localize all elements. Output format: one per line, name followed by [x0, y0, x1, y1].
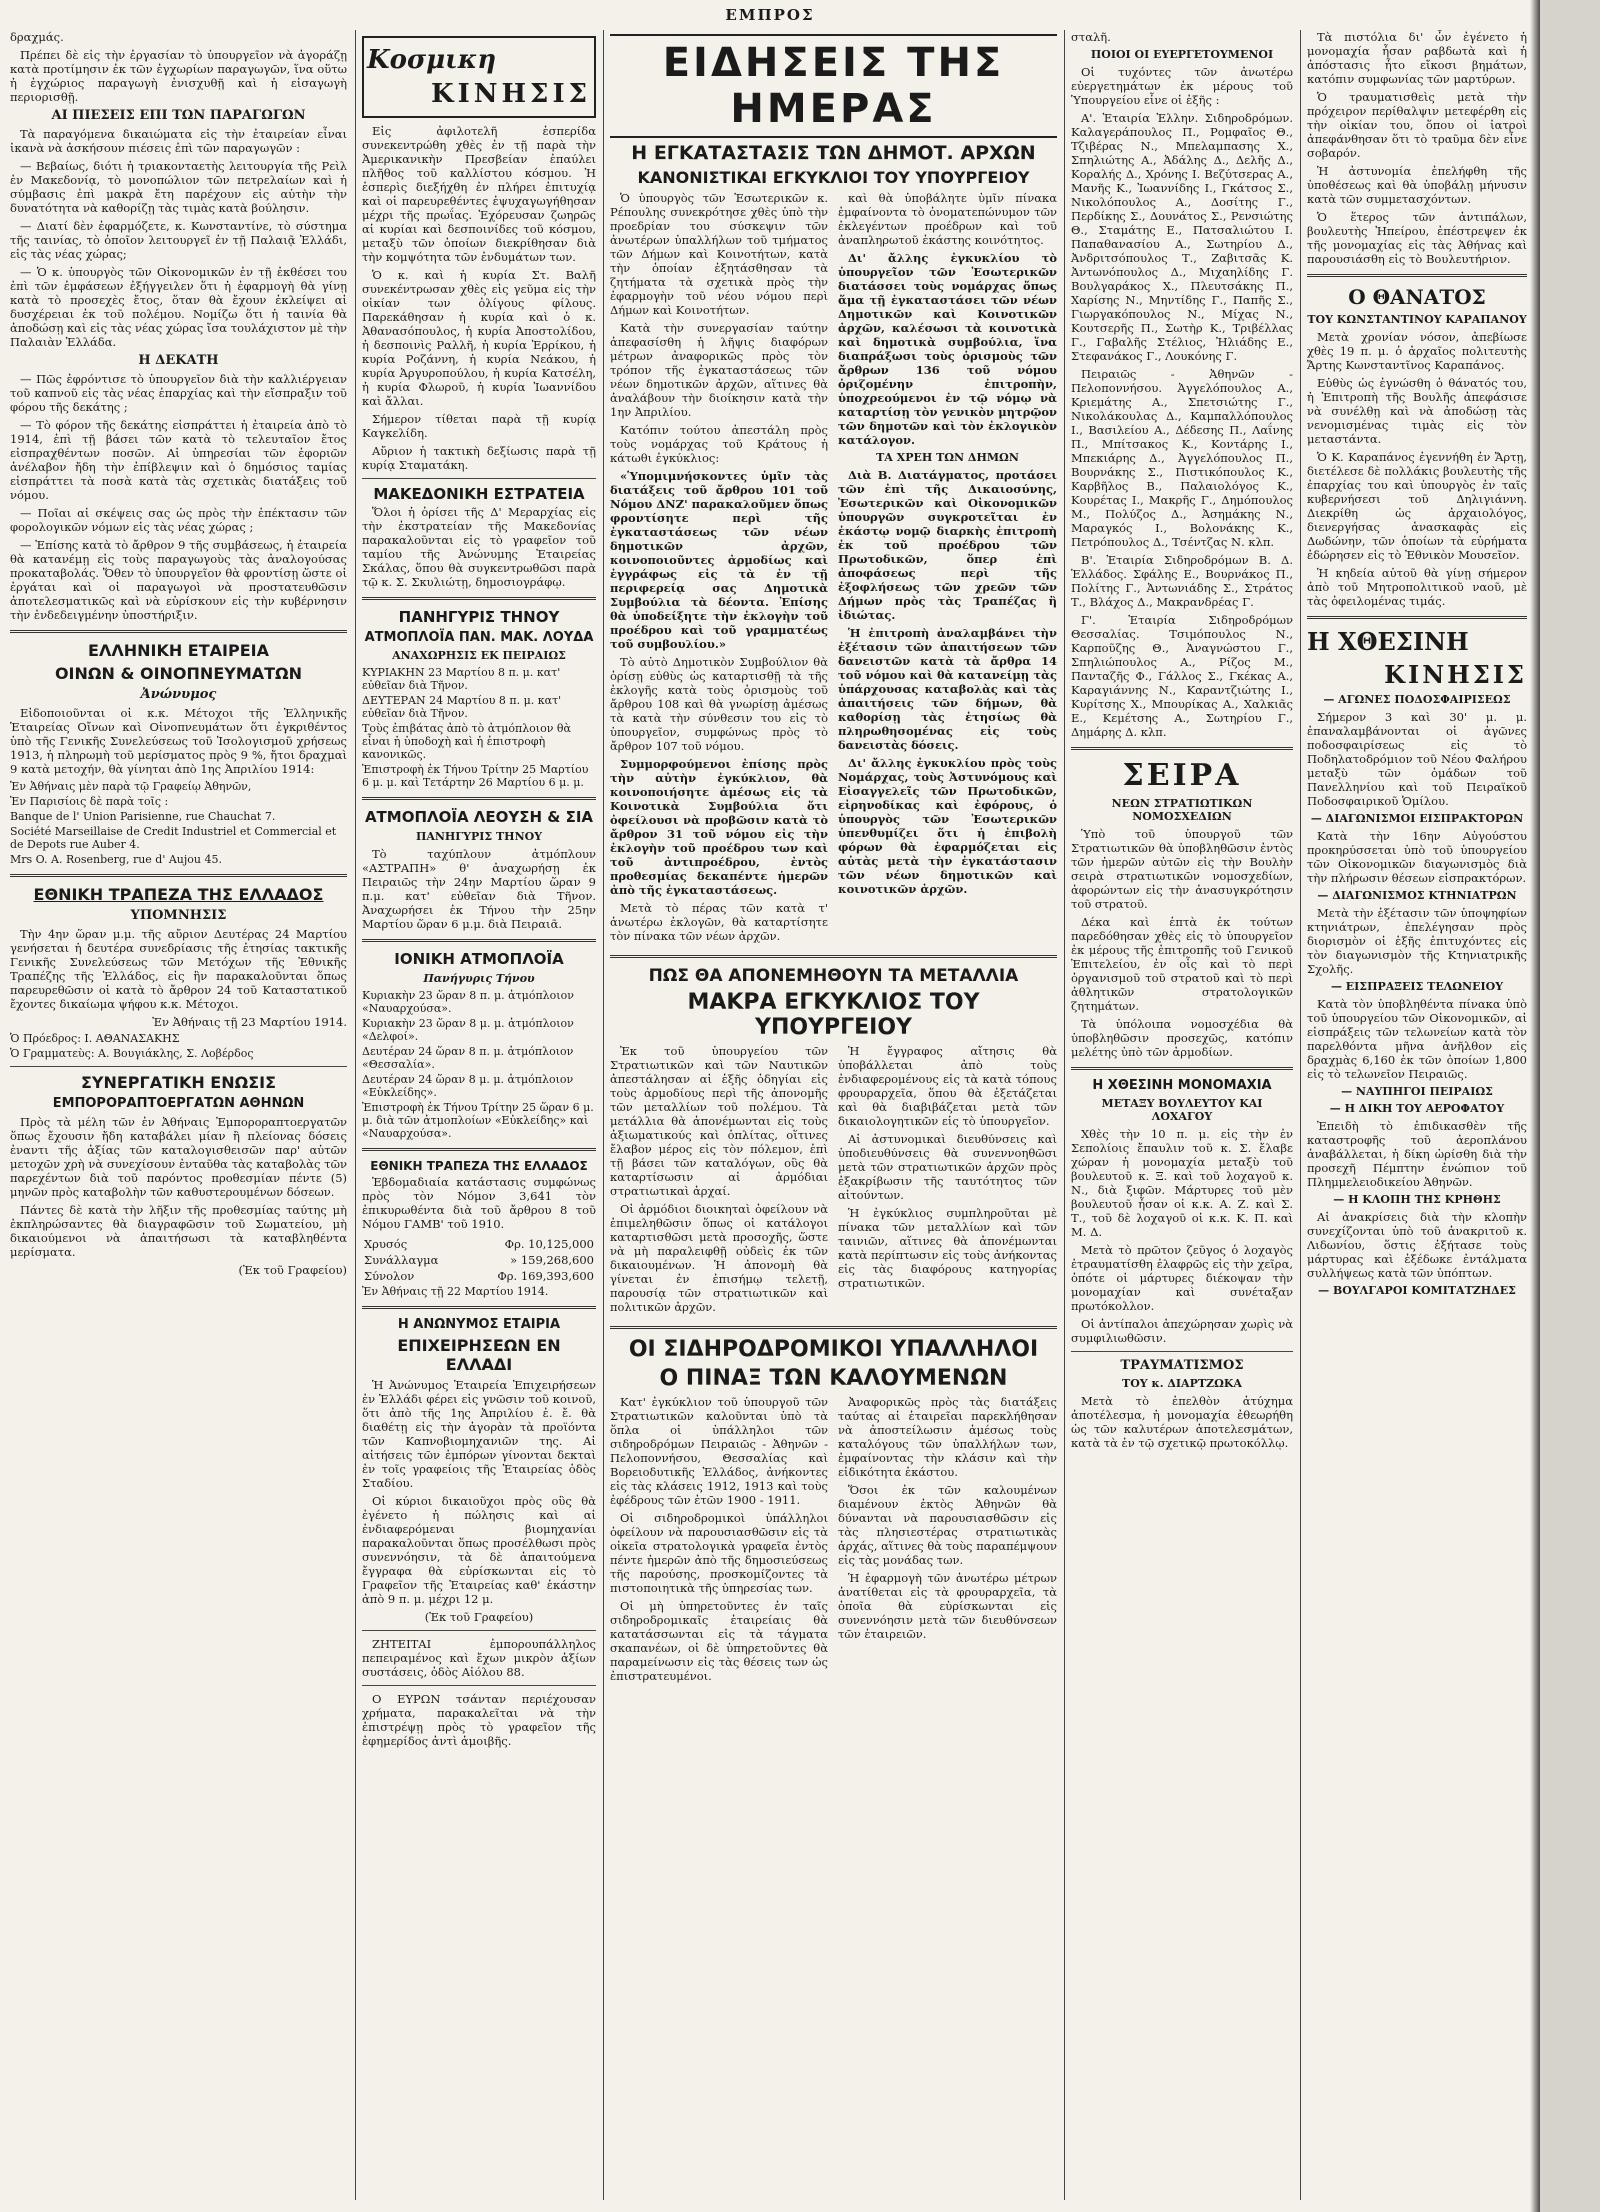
schedule-line: Κυριακὴν 23 ὥραν 8 μ. μ. ἀτμόπλοιον «Δελφοί». [362, 1017, 574, 1043]
signature: Ὁ Πρόεδρος: Ι. ΑΘΑΝΑΣΑΚΗΣ [10, 1032, 180, 1045]
paragraph: Οἱ σιδηροδρομικοὶ ὑπάλληλοι ὀφείλουν νὰ παρουσιασθῶσιν εἰς τὰ οἰκεῖα στρατολογικὰ γραφεῖα ἐντὸς πέντε ἡμερῶν ἀπὸ τῆς δημοσιεύσεως τῆς παρούσης, προσκομίζοντες τὰ πιστοποιητικὰ τῆς ὑπηρεσίας των. [610, 1511, 828, 1595]
ad-heading: ΕΛΛΗΝΙΚΗ ΕΤΑΙΡΕΙΑ [88, 641, 269, 660]
news-heading: — ΒΟΥΛΓΑΡΟΙ ΚΟΜΙΤΑΤΖΗΔΕΣ [1318, 1284, 1516, 1297]
paragraph: Μετὰ χρονίαν νόσον, ἀπεβίωσε χθὲς 19 π. μ. ὁ ἀρχαῖος πολιτευτὴς Ἄρτης Κωνσταντῖνος Καραπάνος. [1307, 330, 1527, 372]
table-cell: Χρυσός [364, 1237, 408, 1251]
ad-subheading: Ἀνώνυμος [140, 687, 217, 702]
section-heading: ΑΙ ΠΙΕΣΕΙΣ ΕΠΙ ΤΩΝ ΠΑΡΑΓΩΓΩΝ [51, 108, 306, 123]
paragraph: Πρὸς τὰ μέλη τῶν ἐν Ἀθήναις Ἐμποροραπτοεργατῶν ὅπως ἔχουσιν ἤδη καταβάλει μίαν ἢ πλείονας δόσεις ἐναντι τῆς ἀξίας τῶν καταλογισθεισῶν παρ' αὐτῶν μετοχῶν χρὴ νὰ συνεχίσουν ἐνταῦθα τὰς καταβολὰς τῶν παρεχέντων διὰ τοῦ παρόντος προθεσμίαν πέντε (5) μηνῶν πρὸς καταβολὴν τῶν καθυστερουμένων δόσεων. [10, 1115, 347, 1199]
paragraph: Ἀναφορικῶς πρὸς τὰς διατάξεις ταύτας αἱ ἑταιρεῖαι παρεκλήθησαν νὰ ἀποστείλωσιν ἀμέσως τοὺς καταλόγους τῶν ὑπαλλήλων των, ἐμφαίνοντας τὴν κλάσιν καὶ τὴν εἰδικότητα ἑκάστου. [838, 1395, 1057, 1479]
paragraph: Εἰδοποιοῦνται οἱ κ.κ. Μέτοχοι τῆς Ἑλληνικῆς Ἑταιρείας Οἴνων καὶ Οἰνοπνευμάτων ὅτι ἐγκριθέντος ὑπὸ τῆς Γενικῆς Συνελεύσεως τοῦ Ἰσολογισμοῦ χρήσεως 1913, ἡ πληρωμὴ τοῦ μερίσματος πρὸς 9 %, ἤτοι δραχμαὶ 9 κατὰ μετοχήν, θὰ γίνηται ἀπὸ 1ης Ἀπριλίου 1914: [10, 706, 347, 776]
ad-subheading: ΑΤΜΟΠΛΟΪΑ ΠΑΝ. ΜΑΚ. ΛΟΥΔΑ [364, 630, 594, 645]
divider [610, 1326, 1057, 1329]
paragraph: Τὰ ὑπόλοιπα νομοσχέδια θὰ ὑποβληθῶσιν προσεχῶς, κατόπιν μελέτης ὑπὸ τῶν ἀρμοδίων. [1071, 1017, 1293, 1059]
section-heading: ΤΡΑΥΜΑΤΙΣΜΟΣ [1120, 1358, 1244, 1373]
paragraph: Β'. Ἑταιρία Σιδηροδρόμων Β. Δ. Ἑλλάδος. Σφάλης Ε., Βουρνάκος Π., Πολίτης Γ., Ἀντωνιάδης Σ., Στράτος Τ., Βλάχος Δ., Μακρανδρέας Γ. [1071, 553, 1293, 609]
classified-ad: ΖΗΤΕΙΤΑΙ ἐμπορουπάλληλος πεπειραμένος καὶ ἔχων μικρὸν ἀξίων συστάσεις, ὁδὸς Αἰόλου 88. [362, 1637, 596, 1679]
paragraph: — Διατί δὲν ἐφαρμόζετε, κ. Κωνσταντίνε, τὸ σύστημα τῆς ταινίας, τὸ ὁποῖον λειτουργεῖ ἐν τῇ Παλαιᾷ Ἑλλάδι, εἰς τὰς νέας χώρας; [10, 219, 347, 261]
ad-heading: ΕΘΝΙΚΗ ΤΡΑΠΕΖΑ ΤΗΣ ΕΛΛΑΔΟΣ [33, 885, 324, 904]
paragraph: καὶ θὰ ὑποβάλητε ὑμῖν πίνακα ἐμφαίνοντα τὸ ὀνοματεπώνυμον τῶν ἐκλεγέντων προέδρων καὶ τοῦ ἀναπληρωτοῦ ἑκάστης κοινότητος. [838, 191, 1057, 247]
paragraph: Ὁ Κ. Καραπάνος ἐγεννήθη ἐν Ἄρτῃ, διετέλεσε δὲ πολλάκις βουλευτὴς τῆς ἐπαρχίας του καὶ ὑπουργὸς ἐν ταῖς κυβερνήσεσι τοῦ Δηλιγιάννη. Διεκρίθη ὡς ἀρχαιολόγος, διενεργήσας ἀνασκαφὰς εἰς Δωδώνην, τῶν ὁποίων τὰ εὑρήματα ἐδώρησεν εἰς τὸ Ἐθνικὸν Μουσεῖον. [1307, 450, 1527, 562]
column-title-box [362, 36, 596, 118]
masthead: ΕΜΠΡΟΣ [725, 6, 815, 24]
column-5 [1307, 30, 1527, 2200]
paragraph: Ὁ ἕτερος τῶν ἀντιπάλων, βουλευτὴς Ἠπείρου, ἐπέστρεψεν ἐκ τῆς μονομαχίας εἰς τὰς Ἀθήνας καὶ παρουσιάσθη εἰς τὸ Βουλευτήριον. [1307, 210, 1527, 266]
paragraph: δραχμάς. [10, 30, 64, 44]
paragraph: Ὁ τραυματισθεὶς μετὰ τὴν πρόχειρον περίθαλψιν μετεφέρθη εἰς τὴν οἰκίαν του, ὅπου οἱ ἰατροὶ ἀπεφάνθησαν ὅτι τὸ τραῦμα δὲν εἶνε σοβαρόν. [1307, 90, 1527, 160]
divider [10, 630, 347, 633]
article-col-left [610, 191, 828, 947]
news-heading: — ΕΙΣΠΡΑΞΕΙΣ ΤΕΛΩΝΕΙΟΥ [1330, 980, 1504, 993]
ad-heading: ΙΟΝΙΚΗ ΑΤΜΟΠΛΟΪΑ [394, 950, 564, 968]
divider [362, 1685, 596, 1686]
table-row [364, 1237, 594, 1251]
column-rule [603, 30, 604, 2200]
paragraph: Ὅσοι ἐκ τῶν καλουμένων διαμένουν ἐκτὸς Ἀθηνῶν θὰ δύνανται νὰ παρουσιασθῶσιν εἰς τὰς πλησιεστέρας στρατιωτικὰς ἀρχάς, αἵτινες θὰ τοὺς παραπέμψουν εἰς τὰς μονάδας των. [838, 1483, 1057, 1567]
article-col-right [838, 1044, 1057, 1318]
paragraph: Πειραιῶς - Ἀθηνῶν - Πελοποννήσου. Ἀγγελόπουλος Α., Κριεμάτης Α., Σπετσιώτης Γ., Νικολάκουλας Δ., Καμπαλλόπουλος Ι., Βασιλείου Α., Δέδεσης Π., Λαΐνης Π., Μπίτσακος Κ., Κοντάρης Ι., Μπεκιάρης Δ., Ἀγγελόπουλος Π., Βουρνάκης Σ., Πιστικόπουλος Κ., Καρβῆλος Β., Παλαιολόγος Κ., Κουρέτας Ι., Μακρῆς Γ., Δημόπουλος Μ., Πολύζος Δ., Ἀσημάκης Ν., Μαραγκός Ι., Βολονάκης Κ., Πετρόπουλος Δ., Τσέντζας Ν. κλπ. [1071, 367, 1293, 549]
schedule-line: Κυριακὴν 23 ὥραν 8 π. μ. ἀτμόπλοιον «Ναυαρχούσα». [362, 989, 574, 1015]
news-heading: — Η ΔΙΚΗ ΤΟΥ ΑΕΡΟΦΑΤΟΥ [1329, 1102, 1505, 1115]
headline: Η ΧΘΕΣΙΝΗ ΜΟΝΟΜΑΧΙΑ [1092, 1078, 1272, 1093]
paragraph: Συμμορφούμενοι ἐπίσης πρὸς τὴν αὐτὴν ἐγκύκλιον, θὰ κοινοποιήσητε ἀμέσως εἰς τὰ Κοινοτικὰ Συμβούλια ὅτι ὀφείλουσι νὰ προβῶσιν κατὰ τὸ ἄρθρον 31 τοῦ νόμου εἰς τὴν ἐκλογὴν τοῦ προέδρου των καὶ τοῦ ἀντιπροέδρου, ἐντὸς προθεσμίας δεκαπέντε ἡμερῶν ἀπὸ τῆς ἐγκαταστάσεως. [610, 757, 828, 897]
section-heading: ΤΑ ΧΡΕΗ ΤΩΝ ΔΗΜΩΝ [876, 451, 1019, 464]
paragraph: Κατὰ τὸν ὑποβληθέντα πίνακα ὑπὸ τοῦ ὑπουργείου τῶν Οἰκονομικῶν, αἱ εἰσπράξεις τῶν τελωνείων κατὰ τὸν παρελθόντα μῆνα ἀνῆλθον εἰς δραχμὰς 6,160 ἐκ τῶν ὁποίων 1,800 εἰς τὸ τελωνεῖον Πειραιῶς. [1307, 997, 1527, 1081]
ad-heading: ΟΙΝΩΝ & ΟΙΝΟΠΝΕΥΜΑΤΩΝ [54, 664, 303, 683]
divider [10, 874, 347, 877]
paragraph: Ὁ ὑπουργὸς τῶν Ἐσωτερικῶν κ. Ρέπουλης συνεκρότησε χθὲς ὑπὸ τὴν προεδρίαν του σύσκεψιν τῶν ἀνωτέρων ὑπαλλήλων τοῦ τμήματος τῶν Δήμων καὶ Κοινοτήτων, κατὰ τὴν ὁποίαν ἐξητάσθησαν τὰ ζητήματα τὰ σχετικὰ πρὸς τὴν ἐφαρμογὴν τοῦ νέου νόμου περὶ Δήμων καὶ Κοινοτήτων. [610, 191, 828, 317]
signature: Ὁ Γραμματεὺς: Α. Βουγιάκλης, Σ. Λοβέρδος [10, 1047, 254, 1060]
paragraph: Ὑπὸ τοῦ ὑπουργοῦ τῶν Στρατιωτικῶν θὰ ὑποβληθῶσιν ἐντὸς τῶν ἡμερῶν αὐτῶν εἰς τὴν Βουλὴν σειρὰ στρατιωτικῶν νομοσχεδίων, ἀφορώντων εἰς τὴν ἀνασυγκρότησιν τοῦ στρατοῦ. [1071, 827, 1293, 911]
ad-heading: ΕΘΝΙΚΗ ΤΡΑΠΕΖΑ ΤΗΣ ΕΛΛΑΔΟΣ [370, 1159, 588, 1173]
section-subheading: ΤΟΥ κ. ΔΙΑΡΤΖΩΚΑ [1122, 1377, 1242, 1390]
divider [362, 597, 596, 600]
paragraph: Ἡ ἔγγραφος αἴτησις θὰ ὑποβάλλεται ἀπὸ τοὺς ἐνδιαφερομένους εἰς τὰ κατὰ τόπους φρουραρχεῖα, ὅπου θὰ ἐξετάζεται καὶ θὰ διαβιβάζεται μετὰ τῶν δικαιολογητικῶν εἰς τὸ ὑπουργεῖον. [838, 1044, 1057, 1128]
scan-margin [1540, 0, 1600, 2212]
divider [362, 1148, 596, 1151]
headline: ΣΕΙΡΑ [1122, 758, 1242, 793]
divider [362, 1630, 596, 1631]
news-heading: — ΔΙΑΓΩΝΙΣΜΟΙ ΕΙΣΠΡΑΚΤΟΡΩΝ [1310, 812, 1524, 825]
ad-heading: ΑΤΜΟΠΛΟΪΑ ΛΕΟΥΣΗ & ΣΙΑ [364, 808, 594, 826]
divider [610, 955, 1057, 958]
paragraph: Κατὰ τὴν συνεργασίαν ταύτην ἀπεφασίσθη ἡ λῆψις διαφόρων μέτρων ἀναφορικῶς πρὸς τὸν τρόπον τῆς ἐγκαταστάσεως τῶν νέων δημοτικῶν ἀρχῶν, αἵτινες θὰ ἀναλάβουν τὴν διοίκησιν κατὰ τὴν 1ην Ἀπριλίου. [610, 321, 828, 419]
column-4 [1071, 30, 1293, 2200]
paragraph: σταλῆ. [1071, 30, 1111, 44]
schedule-line: Ἐπιστροφὴ ἐκ Τήνου Τρίτην 25 ὥραν 6 μ. μ. διὰ τῶν ἀτμοπλοίων «Εὐκλείδης» καὶ «Ναυαρχούσα». [362, 1101, 594, 1140]
paragraph: Οἱ ἀρμόδιοι διοικηταὶ ὀφείλουν νὰ ἐπιμεληθῶσιν ὅπως οἱ κατάλογοι καταρτισθῶσι μετὰ προσοχῆς, ὥστε νὰ μὴ παραλειφθῇ οὐδεὶς ἐκ τῶν δικαιουμένων. Ἡ ἀπονομὴ θὰ γίνεται ἐν ἐπισήμῳ τελετῇ, παρουσίᾳ τῶν στρατιωτικῶν καὶ πολιτικῶν ἀρχῶν. [610, 1202, 828, 1314]
article-columns [610, 191, 1057, 947]
table-cell: » 159,268,600 [510, 1253, 594, 1267]
ad-subheading: ΑΝΑΧΩΡΗΣΙΣ ΕΚ ΠΕΙΡΑΙΩΣ [392, 649, 566, 662]
column-rule [355, 30, 356, 2200]
paragraph: — Ποῖαι αἱ σκέψεις σας ὡς πρὸς τὴν ἐπέκτασιν τῶν φορολογικῶν νόμων εἰς τὰς νέας χώρας ; [10, 506, 347, 534]
ad-heading: ΜΑΚΕΔΟΝΙΚΗ ΕΣΤΡΑΤΕΙΑ [373, 485, 585, 503]
list-item: Banque de l' Union Parisienne, rue Chauchat 7. [10, 810, 276, 823]
article-columns [610, 1044, 1057, 1318]
headline: Ο ΘΑΝΑΤΟΣ [1348, 285, 1486, 309]
ad-heading: ΣΥΝΕΡΓΑΤΙΚΗ ΕΝΩΣΙΣ [80, 1073, 277, 1092]
column-title: ΚΙΝΗΣΙΣ [1384, 660, 1527, 689]
column-rule [1064, 30, 1065, 2200]
paragraph: Αἱ ἀστυνομικαὶ διευθύνσεις καὶ ὑποδιευθύνσεις θὰ συνεννοηθῶσι μετὰ τῶν στρατιωτικῶν ἀρχῶν πρὸς ἐξακρίβωσιν τῆς ταυτότητος τῶν αἰτούντων. [838, 1132, 1057, 1202]
column-3 [610, 30, 1057, 2200]
paragraph: Τὰ παραγόμενα δικαιώματα εἰς τὴν ἐταιρείαν εἶναι ἱκανὰ νὰ ἀσκήσουν πιέσεις ἐπὶ τῶν παραγωγῶν : [10, 127, 347, 155]
column-1 [10, 30, 347, 2200]
schedule-line: Δευτέραν 24 ὥραν 8 μ. μ. ἀτμόπλοιον «Εὐκλείδης». [362, 1073, 574, 1099]
section-banner [610, 34, 1057, 138]
paragraph: Τὰ πιστόλια δι' ὧν ἐγένετο ἡ μονομαχία ἦσαν ραβδωτὰ καὶ ἡ ἀπόστασις ἦτο εἴκοσι βημάτων, κατόπιν συμφωνίας τῶν μαρτύρων. [1307, 30, 1527, 86]
paragraph: Διὰ Β. Διατάγματος, προτάσει τῶν ἐπὶ τῆς Δικαιοσύνης, Ἐσωτερικῶν καὶ Οἰκονομικῶν ὑπουργῶν συγκροτεῖται ἐν ἑκάστῳ νομῷ διαρκὴς ἐπιτροπὴ ἐκ τοῦ προέδρου τῶν Πρωτοδικῶν, ὅπερ ἐπὶ ἀποφάσεως περὶ τῆς ἐξοφλήσεως τῶν χρεῶν τῶν Δήμων πρὸς τὰς Τραπέζας ἢ ἰδιώτας. [838, 468, 1057, 622]
table-row [364, 1253, 594, 1267]
headline: ΟΙ ΣΙΔΗΡΟΔΡΟΜΙΚΟΙ ΥΠΑΛΛΗΛΟΙ [628, 1337, 1039, 1362]
column-2 [362, 30, 596, 2200]
divider [1307, 274, 1527, 277]
table-cell: Σύνολον [364, 1269, 415, 1283]
paragraph: — Πῶς ἐφρόντισε τὸ ὑπουργεῖον διὰ τὴν καλλιέργειαν τοῦ καπνοῦ εἰς τὰς νέας ἐπαρχίας καὶ τὴν εἴσπραξιν τοῦ φόρου τῆς δεκάτης ; [10, 372, 347, 414]
paragraph: Σήμερον 3 καὶ 30' μ. μ. ἐπαναλαμβάνονται οἱ ἀγῶνες ποδοσφαιρίσεως εἰς τὸ Ποδηλατοδρόμιον τοῦ Νέου Φαλήρου μεταξὺ τῶν ὁμάδων τοῦ Πανελληνίου καὶ τοῦ Πειραϊκοῦ Ποδοσφαιρικοῦ Ὁμίλου. [1307, 710, 1527, 808]
news-heading: — ΔΙΑΓΩΝΙΣΜΟΣ ΚΤΗΝΙΑΤΡΩΝ [1317, 889, 1517, 902]
table-row [364, 1269, 594, 1283]
paragraph: Ἡ ἐγκύκλιος συμπληροῦται μὲ πίνακα τῶν μεταλλίων καὶ τῶν ταινιῶν, αἵτινες θὰ ἀπονέμωνται κατὰ περίπτωσιν εἰς τοὺς ἀνήκοντας εἰς τὰς διαφόρους κατηγορίας στρατιωτικῶν. [838, 1206, 1057, 1290]
paragraph: — Βεβαίως, διότι ἡ τριακονταετὴς λειτουργία τῆς Ρεὶλ ἐν Μακεδονίᾳ, τὸ μονοπώλιον τῶν πετρελαίων καὶ ἡ σύμβασις ἐπὶ μακρὰ ἔτη παρέχουν εἰς αὐτὴν τὴν δυνατότητα νὰ καθορίζῃ τὰς τιμὰς κατὰ βούλησιν. [10, 159, 347, 215]
article-col-right [838, 191, 1057, 947]
ad-heading: ΕΠΙΧΕΙΡΗΣΕΩΝ ΕΝ ΕΛΛΑΔΙ [397, 1336, 561, 1374]
subheadline: ΜΑΚΡΑ ΕΓΚΥΚΛΙΟΣ ΤΟΥ ΥΠΟΥΡΓΕΙΟΥ [687, 990, 980, 1040]
paragraph: Ἡ ἐφαρμογὴ τῶν ἀνωτέρω μέτρων ἀνατίθεται εἰς τὰ φρουραρχεῖα, τὰ ὁποῖα θὰ εὑρίσκωνται εἰς συνεννόησιν μετὰ τῶν διευθύνσεων τῶν ἑταιρειῶν. [838, 1571, 1057, 1641]
divider [362, 939, 596, 942]
paragraph: Μετὰ τὸ πρῶτον ζεῦγος ὁ λοχαγὸς ἐτραυματίσθη ἐλαφρῶς εἰς τὴν χεῖρα, ὁπότε οἱ μάρτυρες διέκοψαν τὴν μονομαχίαν καὶ συνέταξαν πρωτόκολλον. [1071, 1243, 1293, 1313]
subheadline: ΝΕΩΝ ΣΤΡΑΤΙΩΤΙΚΩΝ ΝΟΜΟΣΧΕΔΙΩΝ [1111, 797, 1253, 823]
column-title: Η ΧΘΕΣΙΝΗ [1307, 627, 1469, 656]
section-title: ΕΙΔΗΣΕΙΣ ΤΗΣ ΗΜΕΡΑΣ [662, 40, 1005, 132]
article-col-right [838, 1395, 1057, 1687]
ad-subheading: Πανήγυρις Τήνου [423, 972, 535, 985]
article-col-left [610, 1395, 828, 1687]
paragraph: Ὁ κ. καὶ ἡ κυρία Στ. Βαλῆ συνεκέντρωσαν χθὲς εἰς γεῦμα εἰς τὴν οἰκίαν των ὀλίγους φίλους. Παρεκάθησαν ἡ κυρία καὶ ὁ κ. Ἀθανασόπουλος, ἡ κυρία Ἀποστολίδου, ἡ δεσποινὶς Ραλλῆ, ἡ κυρία Ἑρρίκου, ἡ κυρία Ροζάννη, ἡ κυρία Νεάκου, ἡ κυρία Ἀργυροπούλου, ἡ κυρία Κατσέλη, ἡ κυρία Φλωροῦ, ἡ κυρία Ἰωαννίδου καὶ ἄλλαι. [362, 268, 596, 408]
list-item: Ἐν Ἀθήναις μὲν παρὰ τῷ Γραφείῳ Ἀθηνῶν, [10, 780, 252, 793]
paragraph: Δέκα καὶ ἑπτὰ ἐκ τούτων παρεδόθησαν χθὲς εἰς τὸ ὑπουργεῖον ἐκ μέρους τῆς ἐπιτροπῆς τοῦ Γενικοῦ Ἐπιτελείου, ἐν οἷς καὶ τὸ περὶ ὀργανισμοῦ τοῦ στρατοῦ καὶ τὸ περὶ ἀθλητικῶν στρατολογικῶν ζητημάτων. [1071, 915, 1293, 1013]
paragraph: Κατ' ἐγκύκλιον τοῦ ὑπουργοῦ τῶν Στρατιωτικῶν καλοῦνται ὑπὸ τὰ ὅπλα οἱ ὑπάλληλοι τῶν σιδηροδρόμων Πειραιῶς - Ἀθηνῶν - Πελοποννήσου, Θεσσαλίας καὶ Βορειοδυτικῆς Ἑλλάδος, ἀνήκοντες εἰς τὰς κλάσεις 1912, 1913 καὶ τοὺς ἐφέδρους τῶν ἐτῶν 1900 - 1911. [610, 1395, 828, 1507]
paragraph: Οἱ κύριοι δικαιοῦχοι πρὸς οὓς θὰ ἐγένετο ἡ πώλησις καὶ αἱ ἐνδιαφερόμεναι βιομηχανίαι παρακαλοῦνται ὅπως προσέλθωσι πρὸς συνεννόησιν, τὰ δὲ ἀπαιτούμενα ἔγγραφα θὰ εὑρίσκωνται εἰς τὸ Γραφεῖον τῆς Ἑταιρείας καθ' ἑκάστην ἀπὸ 9 π. μ. μέχρι 12 μ. [362, 1494, 596, 1606]
paragraph: Εἰς ἀφιλοτελῆ ἑσπερίδα συνεκεντρώθη χθὲς ἐν τῇ παρὰ τὴν Ἀμερικανικὴν Πρεσβείαν ἐπαύλει πλῆθος τοῦ καλλίστου κόσμου. Ἡ ἑσπερὶς διεξήχθη ἐν πλήρει ἐπιτυχίᾳ καὶ οἱ παρευρεθέντες ἐψυχαγωγήθησαν μέχρι τῆς πρωΐας. Ἐχόρευσαν ζωηρῶς αἱ κυρίαι καὶ δεσποινίδες τοῦ κόσμου, μεταξὺ τῶν ὁποίων διεκρίθησαν διὰ τὴν κομψότητα τῶν ἐνδυμάτων των. [362, 124, 596, 264]
paragraph: Μετὰ τὴν ἐξέτασιν τῶν ὑποψηφίων κτηνιάτρων, ἐπελέγησαν πρὸς διορισμὸν οἱ ἑξῆς ἐπιτυχόντες εἰς τὸν διαγωνισμὸν τῆς Κτηνιατρικῆς Σχολῆς. [1307, 906, 1527, 976]
paragraph: Μετὰ τὸ ἐπελθὸν ἀτύχημα ἀποτέλεσμα, ἡ μονομαχία ἐθεωρήθη ὡς τῶν καλυτέρων ἀποτελεσμάτων, κατὰ τὰ ἐν τῷ σχετικῷ πρωτοκόλλῳ. [1071, 1394, 1293, 1450]
paragraph: Ἡ κηδεία αὐτοῦ θὰ γίνῃ σήμερον ἀπὸ τοῦ Μητροπολιτικοῦ ναοῦ, μὲ τὰς ὀφειλομένας τιμάς. [1307, 566, 1527, 608]
subheadline: Ο ΠΙΝΑΞ ΤΩΝ ΚΑΛΟΥΜΕΝΩΝ [659, 1366, 1008, 1391]
divider [362, 1306, 596, 1309]
paragraph: Εὐθὺς ὡς ἐγνώσθη ὁ θάνατός του, ἡ Ἐπιτροπὴ τῆς Βουλῆς ἀπεφάσισε νὰ συνέλθῃ καὶ νὰ ἀποδώσῃ τὰς νενομισμένας τιμὰς εἰς τὸν μεταστάντα. [1307, 376, 1527, 446]
paragraph: Πάντες δὲ κατὰ τὴν λῆξιν τῆς προθεσμίας ταύτης μὴ ἐκπληρώσαντες θὰ διαγραφῶσιν τοῦ Σωματείου, μὴ δικαιούμενοι νὰ ἀπαιτήσωσι τὰ καταβληθέντα μερίσματα. [10, 1203, 347, 1259]
column-rule [1300, 30, 1301, 2200]
paragraph: Οἱ ἀντίπαλοι ἀπεχώρησαν χωρὶς νὰ συμφιλιωθῶσιν. [1071, 1317, 1293, 1345]
schedule-line: ΚΥΡΙΑΚΗΝ 23 Μαρτίου 8 π. μ. κατ' εὐθεῖαν διὰ Τῆνον. [362, 666, 561, 692]
paragraph: Τὴν 4ην ὥραν μ.μ. τῆς αὔριον Δευτέρας 24 Μαρτίου γενήσεται ἡ δευτέρα συνεδρίασις τῆς ἐτησίας τακτικῆς Γενικῆς Συνελεύσεως τῶν Μετόχων τῆς Ἐθνικῆς Τραπέζης τῆς Ἑλλάδος, εἰς ἣν παρακαλοῦνται ὅπως παρευρεθῶσιν οἱ κατὰ τὸ ἄρθρον 24 τοῦ Καταστατικοῦ ἔχοντες δικαίωμα ψήφου κ.κ. Μέτοχοι. [10, 927, 347, 1011]
paragraph: — Τὸ φόρον τῆς δεκάτης εἰσπράττει ἡ ἐταιρεία ἀπὸ τὸ 1914, ἐπὶ τῇ βάσει τῶν κατὰ τὸ τελευταῖον ἔτος εἰσπραχθέντων ποσῶν. Αἱ ὑπηρεσίαι τῶν ἐφοριῶν ἀνέλαβον ἤδη τὴν ἐπίβλεψιν καὶ ὁ δημόσιος ταμίας εἰσπράττει τὰ ποσὰ κατὰ τὰς σχετικὰς διατάξεις τοῦ νόμου. [10, 418, 347, 502]
paragraph: Α'. Ἑταιρία Ἑλλην. Σιδηροδρόμων. Καλαγεράπουλος Π., Ρομφαῖος Θ., Τζιβέρας Ν., Μπελαμπασης Χ., Σπηλιώτης Α., Ἀδάλης Δ., Δελῆς Δ., Κοραλής Δ., Χρόνης Ι. Βεζύτσερας Α., Μανῆς Κ., Ἰωαννίδης Ι., Γκάτσος Σ., Νικολόπουλος Α., Δοσίτης Γ., Περδίκης Σ., Δουνάτος Σ., Ρενσιώτης Θ., Σταμάτης Ε., Πατσαλιώτου Ι. Παπαθανασίου Α., Σωτηρίου Δ., Ἀνδριτσόπουλος Τ., Ζαβιτσᾶς Κ. Ἀντωνόπουλος Δ., Μιχαηλίδης Γ. Βουλγαράκος Χ., Πλευτσάκης Π., Χαρίσης Ν., Μηντίδης Γ., Παπῆς Σ., Γιωργακόπουλος Ν., Μίχας Ν., Κουτσερῆς Π., Σωτὴρ Κ., Τριβέλλας Γ., Γαβαλῆς Στέλιος, Ἠλιάδης Ε., Στεφανάκος Γ., Λουκόνης Γ. [1071, 111, 1293, 363]
subheadline: ΤΟΥ ΚΩΝΣΤΑΝΤΙΝΟΥ ΚΑΡΑΠΑΝΟΥ [1307, 313, 1527, 326]
balance-table [362, 1235, 596, 1285]
paragraph: Αὔριον ἡ τακτικὴ δεξίωσις παρὰ τῇ κυρίᾳ Σταματάκη. [362, 444, 596, 472]
divider [362, 478, 596, 479]
date-line: Ἐν Ἀθήναις τῇ 22 Μαρτίου 1914. [362, 1285, 549, 1298]
classified-ad: Ο ΕΥΡΩΝ τσάνταν περιέχουσαν χρήματα, παρακαλεῖται νὰ τὴν ἐπιστρέψῃ πρὸς τὸ γραφεῖον τῆς ἐφημερίδος ἀντὶ ἀμοιβῆς. [362, 1692, 596, 1748]
paragraph: Οἱ τυχόντες τῶν ἀνωτέρω εὐεργετημάτων ἐκ μέρους τοῦ Ὑπουργείου εἶνε οἱ ἑξῆς : [1071, 65, 1293, 107]
ad-heading: Η ΑΝΩΝΥΜΟΣ ΕΤΑΙΡΙΑ [397, 1317, 561, 1332]
paragraph: Ἡ Ἀνώνυμος Ἑταιρεία Ἐπιχειρήσεων ἐν Ἑλλάδι φέρει εἰς γνῶσιν τοῦ κοινοῦ, ὅτι ἀπὸ τῆς 1ης Ἀπριλίου ἐ. ἔ. θὰ διαθέτῃ εἰς τὴν ἀγορὰν τὰ προϊόντα τῶν Καπνοβιομηχανιῶν της. Αἱ αἰτήσεις τῶν ἐμπόρων γίνονται δεκταὶ ἐν τοῖς γραφείοις τῆς Ἑταιρείας ὁδὸς Σταδίου. [362, 1378, 596, 1490]
paragraph: Χθὲς τὴν 10 π. μ. εἰς τὴν ἐν Σεπολίοις ἔπαυλιν τοῦ κ. Σ. ἔλαβε χώραν ἡ μονομαχία μεταξὺ τοῦ βουλευτοῦ κ. Ξ. καὶ τοῦ λοχαγοῦ κ. Ν., διὰ ξιφῶν. Μάρτυρες τοῦ μὲν βουλευτοῦ ἦσαν οἱ κ.κ. Α. Ζ. καὶ Σ. Τ., τοῦ δὲ λοχαγοῦ οἱ κ.κ. Κ. Π. καὶ Μ. Δ. [1071, 1127, 1293, 1239]
paragraph: Ἐπειδὴ τὸ ἐπιδικασθὲν τῆς καταστροφῆς τοῦ ἀεροπλάνου ἀναβάλλεται, ἡ δίκη ὡρίσθη διὰ τὴν προσεχῆ Πέμπτην ἐνώπιον τοῦ Πλημμελειοδικείου Ἀθηνῶν. [1307, 1119, 1527, 1189]
paragraph: Αἱ ἀνακρίσεις διὰ τὴν κλοπὴν συνεχίζονται ὑπὸ τοῦ ἀνακριτοῦ κ. Λιδωνίου, ὅστις ἐξήτασε τοὺς μάρτυρας καὶ ἐξέδωκε ἐντάλματα συλλήψεως κατὰ τῶν ὑπόπτων. [1307, 1210, 1527, 1280]
paragraph: Κατόπιν τούτου ἀπεστάλη πρὸς τοὺς νομάρχας τοῦ Κράτους ἡ κάτωθι ἐγκύκλιος: [610, 423, 828, 465]
paragraph: Οἱ μὴ ὑπηρετοῦντες ἐν ταῖς σιδηροδρομικαῖς ἑταιρείαις θὰ κατατάσσωνται εἰς τὰ τάγματα σκαπανέων, οἱ δὲ ὑπηρετοῦντες θὰ παραμείνωσιν εἰς τὰς θέσεις των ὡς ἐπιστρατευμένοι. [610, 1599, 828, 1683]
schedule-line: Δευτέραν 24 ὥραν 8 π. μ. ἀτμόπλοιον «Θεσσαλία». [362, 1045, 574, 1071]
column-title: Κοσμικη [367, 45, 497, 75]
ad-heading: ΠΑΝΗΓΥΡΙΣ ΤΗΝΟΥ [398, 608, 560, 626]
paragraph: Ἐκ τοῦ ὑπουργείου τῶν Στρατιωτικῶν καὶ τῶν Ναυτικῶν ἀπεστάλησαν αἱ ἑξῆς ὁδηγίαι εἰς τοὺς ἀρμοδίους περὶ τῆς ἀπονομῆς τῶν μεταλλίων τοῦ πολέμου. Τὰ μετάλλια θὰ ἀπονέμωνται εἰς τοὺς ἀξιωματικούς καὶ ὁπλίτας, οἵτινες ἔλαβον μέρος εἰς τὸν πόλεμον, ἐπὶ τῇ βάσει τῶν καταλόγων, οὓς θὰ καταρτίσωσιν αἱ ἀρμόδιαι στρατιωτικαὶ ἀρχαί. [610, 1044, 828, 1198]
source-line: (Ἐκ τοῦ Γραφείου) [424, 1610, 534, 1624]
subheadline: ΜΕΤΑΞΥ ΒΟΥΛΕΥΤΟΥ ΚΑΙ ΛΟΧΑΓΟΥ [1101, 1097, 1263, 1123]
news-heading: — ΑΓΩΝΕΣ ΠΟΔΟΣΦΑΙΡΙΣΕΩΣ [1323, 693, 1511, 706]
column-title: ΚΙΝΗΣΙΣ [430, 79, 591, 109]
paragraph: Πρέπει δὲ εἰς τὴν ἐργασίαν τὸ ὑπουργεῖον νὰ ἀγοράζῃ κατὰ προτίμησιν ἐκ τῶν ἐγχωρίων παραγωγῶν, ἵνα οὕτω ἡ ἐγχώριος παραγωγὴ ἐνισχυθῇ καὶ ἡ εἰσαγωγὴ περιορισθῇ. [10, 48, 347, 104]
paragraph: Ὅλοι ἡ ὁρίσει τῆς Δ' Μεραρχίας εἰς τὴν ἐκστρατείαν τῆς Μακεδονίας παρακαλοῦνται εἰς τὸ γραφεῖον τοῦ ταμίου τῆς Ἀνώνυμης Ἑταιρείας Σκάλας, ὅπου θὰ συγκεντρωθῶσι παρὰ τῷ κ. Σ. Σκυλιώτῃ, δημοσιογράφῳ. [362, 505, 596, 589]
table-cell: Συνάλλαγμα [364, 1253, 439, 1267]
section-heading: Η ΔΕΚΑΤΗ [138, 353, 219, 368]
list-item: Mrs O. A. Rosenberg, rue d' Aujou 45. [10, 853, 223, 866]
divider [1071, 1351, 1293, 1352]
paragraph: — Ἐπίσης κατὰ τὸ ἄρθρον 9 τῆς συμβάσεως, ἡ ἐταιρεία θὰ κατανέμῃ εἰς τοὺς παραγωγοὺς τὰς ἀναλογούσας προκαταβολάς. Ὅθεν τὸ ὑπουργεῖον θὰ φροντίσῃ ὥστε οἱ ἐργάται καὶ οἱ παραγωγοὶ νὰ προστατευθῶσιν ἀποτελεσματικῶς καὶ νὰ εὑρίσκουν εἰς τὴν κυβέρνησιν τὴν ἐνδεδειγμένην ὑποστήριξιν. [10, 538, 347, 622]
paragraph: Ἡ ἐπιτροπὴ ἀναλαμβάνει τὴν ἐξέτασιν τῶν ἀπαιτήσεων τῶν δανειστῶν κατὰ τὰ ἄρθρα 14 τοῦ νόμου καὶ θὰ κατανείμῃ τὰς ὑπάρχουσας καταβολὰς καὶ τὰς ἀπαιτήσεις τῶν δήμων, θὰ καθορίσῃ τὰς ἐτησίως θὰ πληρωθησομένας εἰς τοὺς δανειστὰς δόσεις. [838, 626, 1057, 752]
headline: ΠΩΣ ΘΑ ΑΠΟΝΕΜΗΘΟΥΝ ΤΑ ΜΕΤΑΛΛΙΑ [648, 966, 1019, 986]
schedule-line: Τοὺς ἐπιβάτας ἀπὸ τὸ ἀτμόπλοιον θὰ εἶναι ἡ ὑποδοχὴ καὶ ἡ ἐπιστροφὴ κανονικῶς. [362, 722, 571, 761]
paragraph: Τὸ ταχύπλουν ἀτμόπλουν «ΑΣΤΡΑΠΗ» θ' ἀναχωρήσῃ ἐκ Πειραιῶς τὴν 24ην Μαρτίου ὥραν 9 π.μ. κατ' εὐθεῖαν διὰ Τῆνον. Ἀναχωρήσει ἐκ Τήνου τὴν 25ην Μαρτίου ὥραν 6 μ.μ. διὰ Πειραιᾶ. [362, 847, 596, 931]
paragraph: Σήμερον τίθεται παρὰ τῇ κυρίᾳ Καγκελίδη. [362, 412, 596, 440]
paragraph: «Ὑπομιμνήσκοντες ὑμῖν τὰς διατάξεις τοῦ ἄρθρου 101 τοῦ Νόμου ΔΝΖ' παρακαλοῦμεν ὅπως φροντίσητε περὶ τῆς ἐγκαταστάσεως τῶν νέων δημοτικῶν ἀρχῶν, κοινοποιοῦντες ἀρμοδίως καὶ ἐγγράφως εἰς τὰ ἐν τῇ περιφερείᾳ σας Δημοτικὰ Συμβούλια τὰ δέοντα. Ἐπίσης θὰ ὑποδείξητε τὴν ἐκλογὴν τοῦ προέδρου καὶ τοῦ γραμματέως τοῦ συμβουλίου.» [610, 469, 828, 651]
table-cell: Φρ. 169,393,600 [497, 1269, 594, 1283]
paragraph: Ἑβδομαδιαία κατάστασις συμφώνως πρὸς τὸν Νόμον 3,641 τὸν ἐπικυρωθέντα διὰ τοῦ ἄρθρου 8 τοῦ Νόμου ΓΑΜΒ' τοῦ 1910. [362, 1175, 596, 1231]
paragraph: Ἡ ἀστυνομία ἐπελήφθη τῆς ὑποθέσεως καὶ θὰ ὑποβάλῃ μήνυσιν κατὰ τῶν συμμετασχόντων. [1307, 164, 1527, 206]
list-item: Société Marseillaise de Credit Industriel et Commercial et de Depots rue Auber 4. [10, 825, 337, 851]
ad-subheading: ΕΜΠΟΡΟΡΑΠΤΟΕΡΓΑΤΩΝ ΑΘΗΝΩΝ [52, 1096, 305, 1111]
divider [1071, 747, 1293, 750]
article-col-left [610, 1044, 828, 1318]
paragraph: Δι' ἄλλης ἐγκυκλίου τὸ ὑπουργεῖον τῶν Ἐσωτερικῶν διατάσσει τοὺς νομάρχας ὅπως ἅμα τῇ ἐγκαταστάσει τῶν νέων Δημοτικῶν καὶ Κοινοτικῶν ἀρχῶν, καλέσωσι τὰ κοινοτικὰ καὶ δημοτικὰ συμβούλια, ἵνα διαπράξωσι τοὺς ὁρισμοὺς τῶν ἄρθρων 136 τοῦ νόμου ὁριζομένην ἐπιτροπὴν, ὑποχρεούμενοι ἐν τῷ νόμῳ νὰ καταρτίσῃ τὸν γενικὸν μητρῷον τῶν δημοτῶν καὶ τὸν ἐκλογικὸν κατάλογον. [838, 251, 1057, 447]
paragraph: Μετὰ τὸ πέρας τῶν κατὰ τ' ἀνωτέρω ἐκλογῶν, θὰ καταρτίσητε τὸν πίνακα τῶν νέων ἀρχῶν. [610, 901, 828, 943]
divider [10, 1066, 347, 1067]
section-heading: ΠΟΙΟΙ ΟΙ ΕΥΕΡΓΕΤΟΥΜΕΝΟΙ [1090, 48, 1274, 61]
divider [1307, 616, 1527, 619]
paragraph: Γ'. Ἑταιρία Σιδηροδρόμων Θεσσαλίας. Τσιμόπουλος Ν., Καρποῦζης Θ., Ἀναγνώστου Γ., Σπηλιώπουλος Α., Ρίζος Μ., Πανταζῆς Φ., Γάλλος Σ., Γκέκας Α., Καραγιάννης Ν., Καραντζιώτης Ι., Κυρίτσης Χ., Μπουρίκας Α., Χαλκιᾶς Ε., Κεμέτσης Α., Σωτηρίου Γ., Δημάρης Δ. κλπ. [1071, 613, 1293, 739]
news-heading: — Η ΚΛΟΠΗ ΤΗΣ ΚΡΗΘΗΣ [1333, 1193, 1501, 1206]
date-line: Ἐν Ἀθήναις τῇ 23 Μαρτίου 1914. [152, 1015, 347, 1029]
paragraph: — Ὁ κ. ὑπουργὸς τῶν Οἰκονομικῶν ἐν τῇ ἐκθέσει του ἐπὶ τῶν ἐμφάσεων ἐξήγγειλεν ὅτι ἡ ἐφαρμογὴ θὰ γίνῃ κατὰ τὸ προσεχὲς ἔτος, ὅταν θὰ ἔχουν ἐκλείψει αἱ δυσχέρειαι ἐκ τοῦ πολέμου. Νομίζω ὅτι ἡ ταινία θὰ ἀποδώσῃ καὶ εἰς τὰς νέας χώρας ἴσα τουλάχιστον μὲ τὴν Παλαιὰν Ἑλλάδα. [10, 265, 347, 349]
headline: Η ΕΓΚΑΤΑΣΤΑΣΙΣ ΤΩΝ ΔΗΜΟΤ. ΑΡΧΩΝ [631, 142, 1036, 164]
ad-subheading: ΠΑΝΗΓΥΡΙΣ ΤΗΝΟΥ [415, 830, 543, 843]
news-heading: — ΝΑΥΠΗΓΟΙ ΠΕΙΡΑΙΩΣ [1341, 1085, 1493, 1098]
article-columns [610, 1395, 1057, 1687]
ad-subheading: ΥΠΟΜΝΗΣΙΣ [130, 908, 227, 923]
table-cell: Φρ. 10,125,000 [504, 1237, 594, 1251]
divider [362, 797, 596, 800]
source-line: (Ἐκ τοῦ Γραφείου) [238, 1263, 347, 1277]
divider [1071, 1067, 1293, 1070]
schedule-line: Ἐπιστροφὴ ἐκ Τήνου Τρίτην 25 Μαρτίου 6 μ. μ. καὶ Τετάρτην 26 Μαρτίου 6 μ. μ. [362, 763, 589, 789]
subheadline: ΚΑΝΟΝΙΣΤΙΚΑΙ ΕΓΚΥΚΛΙΟΙ ΤΟΥ ΥΠΟΥΡΓΕΙΟΥ [637, 168, 1030, 187]
schedule-line: ΔΕΥΤΕΡΑΝ 24 Μαρτίου 8 π. μ. κατ' εὐθεῖαν διὰ Τῆνον. [362, 694, 562, 720]
paragraph: Δι' ἄλλης ἐγκυκλίου πρὸς τοὺς Νομάρχας, τοὺς Ἀστυνόμους καὶ Εἰσαγγελεῖς τῶν Πρωτοδικῶν, εἰρηνοδίκας καὶ ἐφόρους, ὁ ὑπουργὸς τῶν Ἐσωτερικῶν ὑπενθυμίζει ὅτι ἡ ἐπιβολὴ φόρων θὰ ἐφαρμόζεται εἰς αὐτὰς μετὰ τὴν ἐγκατάστασιν τῶν νέων δημοτικῶν καὶ κοινοτικῶν ἀρχῶν. [838, 756, 1057, 896]
paragraph: Κατὰ τὴν 16ην Αὐγούστου προκηρύσσεται ὑπὸ τοῦ ὑπουργείου τῶν Οἰκονομικῶν διαγωνισμὸς διὰ τὴν πλήρωσιν θέσεων εἰσπρακτόρων. [1307, 829, 1527, 885]
paragraph: Τὸ αὐτὸ Δημοτικὸν Συμβούλιον θὰ ὁρίσῃ εὐθὺς ὡς καταρτισθῇ τὰ τῆς ἐκλογῆς κατὰ τοὺς ὁρισμοὺς τοῦ ἄρθρου 108 καὶ θὰ γνωρίσῃ ἀμέσως τὰ κατὰ τὴν σύνθεσιν του εἰς τὸ ὑπουργεῖον, συμφώνως πρὸς τὸ ἄρθρον 107 τοῦ νόμου. [610, 655, 828, 753]
list-item: Ἐν Παρισίοις δὲ παρὰ τοῖς : [10, 795, 169, 808]
